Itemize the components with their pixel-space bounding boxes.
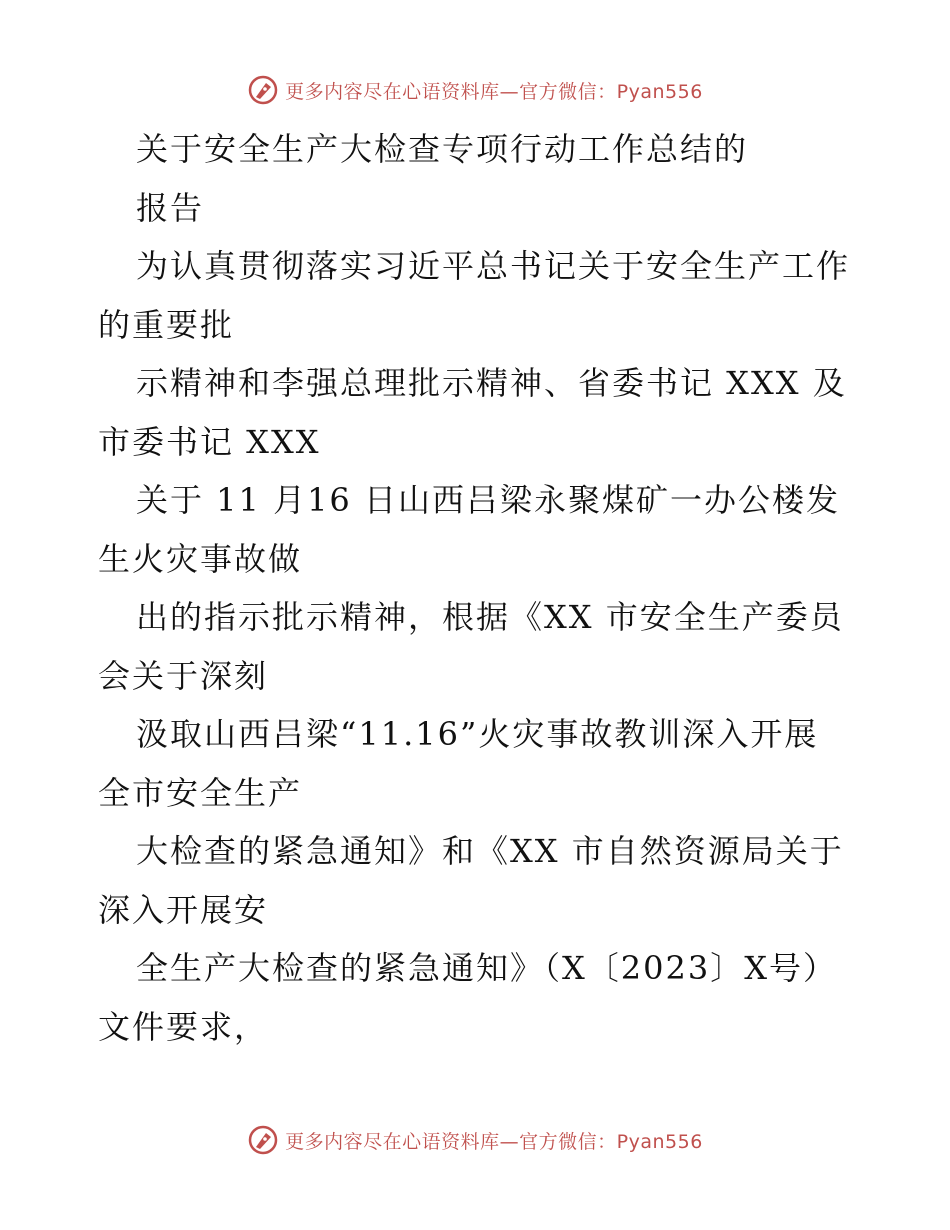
footer-watermark-text: 更多内容尽在心语资料库—官方微信：Pyan556 <box>285 1130 703 1153</box>
body-line: 全市安全生产 <box>98 773 303 812</box>
body-line: 会关于深刻 <box>98 656 269 695</box>
body-line: 的重要批 <box>98 305 235 344</box>
title-line-2: 报告 <box>136 188 205 227</box>
body-line: 市委书记 XXX <box>98 422 321 461</box>
pen-nib-logo-icon <box>247 1124 279 1156</box>
body-line: 文件要求， <box>98 1007 269 1046</box>
body-line: 汲取山西吕梁“11.16”火灾事故教训深入开展 <box>136 715 819 753</box>
body-line: 关于 11 月16 日山西吕梁永聚煤矿一办公楼发 <box>136 481 840 519</box>
body-line: 深入开展安 <box>98 890 269 929</box>
body-line: 为认真贯彻落实习近平总书记关于安全生产工作 <box>136 247 851 285</box>
pen-nib-logo-icon <box>247 74 279 106</box>
title-line-1: 关于安全生产大检查专项行动工作总结的 <box>136 130 749 168</box>
header-watermark <box>0 70 950 110</box>
body-line: 示精神和李强总理批示精神、省委书记 XXX 及 <box>136 364 847 402</box>
document-body <box>98 120 858 1056</box>
body-line: 生火灾事故做 <box>98 539 303 578</box>
body-line: 出的指示批示精神，根据《XX 市安全生产委员 <box>136 598 844 636</box>
footer-watermark <box>0 1120 950 1160</box>
body-line: 全生产大检查的紧急通知》（X〔2023〕X号） <box>136 949 838 987</box>
header-watermark-text: 更多内容尽在心语资料库—官方微信：Pyan556 <box>285 80 703 103</box>
body-line: 大检查的紧急通知》和《XX 市自然资源局关于 <box>136 832 844 870</box>
